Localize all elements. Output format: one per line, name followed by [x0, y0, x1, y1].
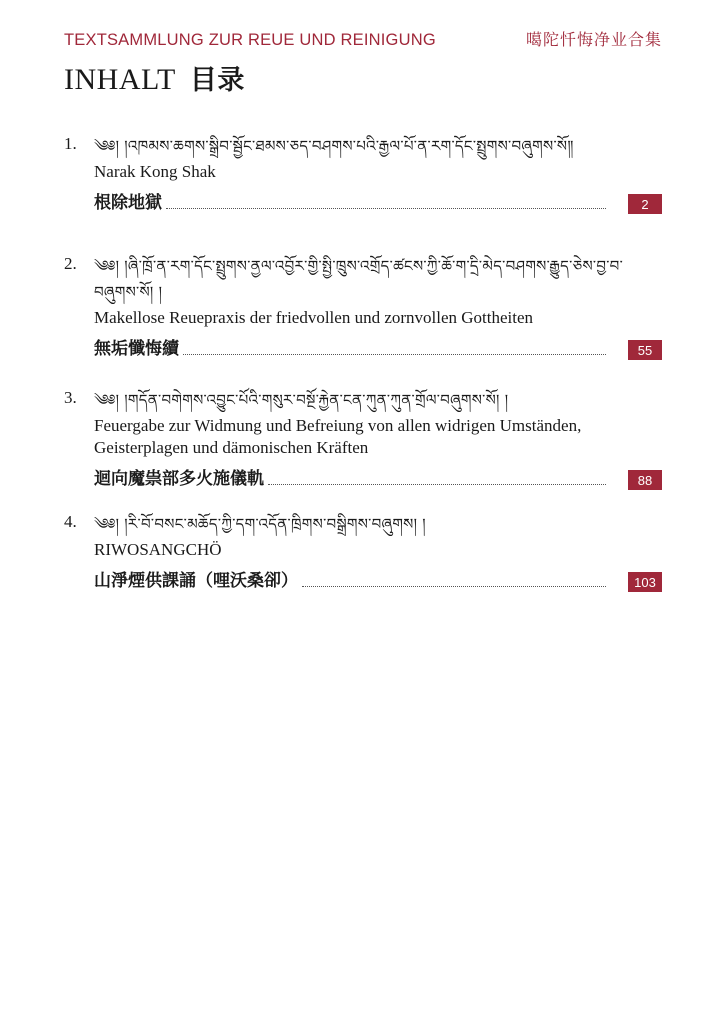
entry-latin-title: Narak Kong Shak	[94, 162, 216, 181]
entry-number: 2.	[64, 254, 77, 273]
entry-latin-title: Feuergabe zur Widmung und Befreiung von allen widrigen Umständen, Geisterplagen und dämonischen Kräften	[94, 416, 582, 457]
entry-tibetan-title: ༄༅། །རི་བོ་བསང་མཆོད་ཀྱི་དག་འདོན་ཁྲིགས་བསྒྲིགས་བཞུགས། །	[94, 515, 426, 533]
entry-latin-title: Makellose Reuepraxis der friedvollen und zornvollen Gottheiten	[94, 308, 534, 327]
entry-chinese-title: 山淨煙供課誦（哩沃桑卻）	[94, 571, 298, 591]
page-title-latin: INHALT	[64, 63, 176, 96]
entry-number: 4.	[64, 512, 77, 531]
entry-chinese-title: 無垢懺悔續	[94, 339, 179, 359]
page-number-badge[interactable]: 2	[628, 194, 662, 214]
page-number-badge[interactable]: 103	[628, 572, 662, 592]
dot-leader	[183, 353, 606, 355]
page-title-chinese: 目录	[189, 65, 245, 96]
entry-chinese-title: 根除地獄	[94, 193, 162, 213]
header-left-title: TEXTSAMMLUNG ZUR REUE UND REINIGUNG	[64, 31, 436, 49]
entry-leader-row	[94, 332, 662, 362]
dot-leader	[268, 483, 606, 485]
toc-entry-4[interactable]	[64, 511, 662, 611]
entry-tibetan-title: ༄༅། །ཞི་ཁྲོ་ན་རག་དོང་སྤྲུགས་ནྱལ་འབྱོར་གྱི་སྤྱི་ཁྲུས་འགྲོད་ཚངས་ཀྱི་ཆོ་ག་དྲི་མེད་བཤགས་རྒྱུད་ཅེས་བྱ་བ་བཞུགས་སོ། །	[94, 257, 624, 301]
dot-leader	[302, 585, 606, 587]
toc-entry-2[interactable]	[64, 253, 662, 387]
entry-tibetan-title: ༄༅། །གདོན་བགེགས་འབྱུང་པོའི་གསུར་བསྔོ་རྐྱེན་ངན་ཀུན་ཀུན་གྲོལ་བཞུགས་སོ། །	[94, 391, 509, 409]
entry-latin-title: RIWOSANGCHÖ	[94, 540, 222, 559]
page-title	[64, 58, 245, 97]
toc-entry-1[interactable]	[64, 133, 662, 253]
page-number-badge[interactable]: 55	[628, 340, 662, 360]
dot-leader	[166, 207, 606, 209]
table-of-contents	[64, 133, 662, 611]
entry-number: 3.	[64, 388, 77, 407]
header-right-title: 噶陀忏悔净业合集	[525, 32, 662, 49]
page-number-badge[interactable]: 88	[628, 470, 662, 490]
entry-leader-row	[94, 186, 662, 216]
entry-leader-row	[94, 462, 662, 492]
toc-entry-3[interactable]	[64, 387, 662, 511]
entry-tibetan-title: ༄༅། །འཁམས་ཆགས་སྒྲིབ་སྦྱོང་ཐམས་ཅད་བཤགས་པའི་རྒྱལ་པོ་ན་རག་དོང་སྤྲུགས་བཞུགས་སོ༎	[94, 137, 574, 155]
entry-number: 1.	[64, 134, 77, 153]
running-header	[64, 27, 662, 50]
entry-chinese-title: 迴向魔祟部多火施儀軌	[94, 469, 264, 489]
entry-leader-row	[94, 564, 662, 594]
